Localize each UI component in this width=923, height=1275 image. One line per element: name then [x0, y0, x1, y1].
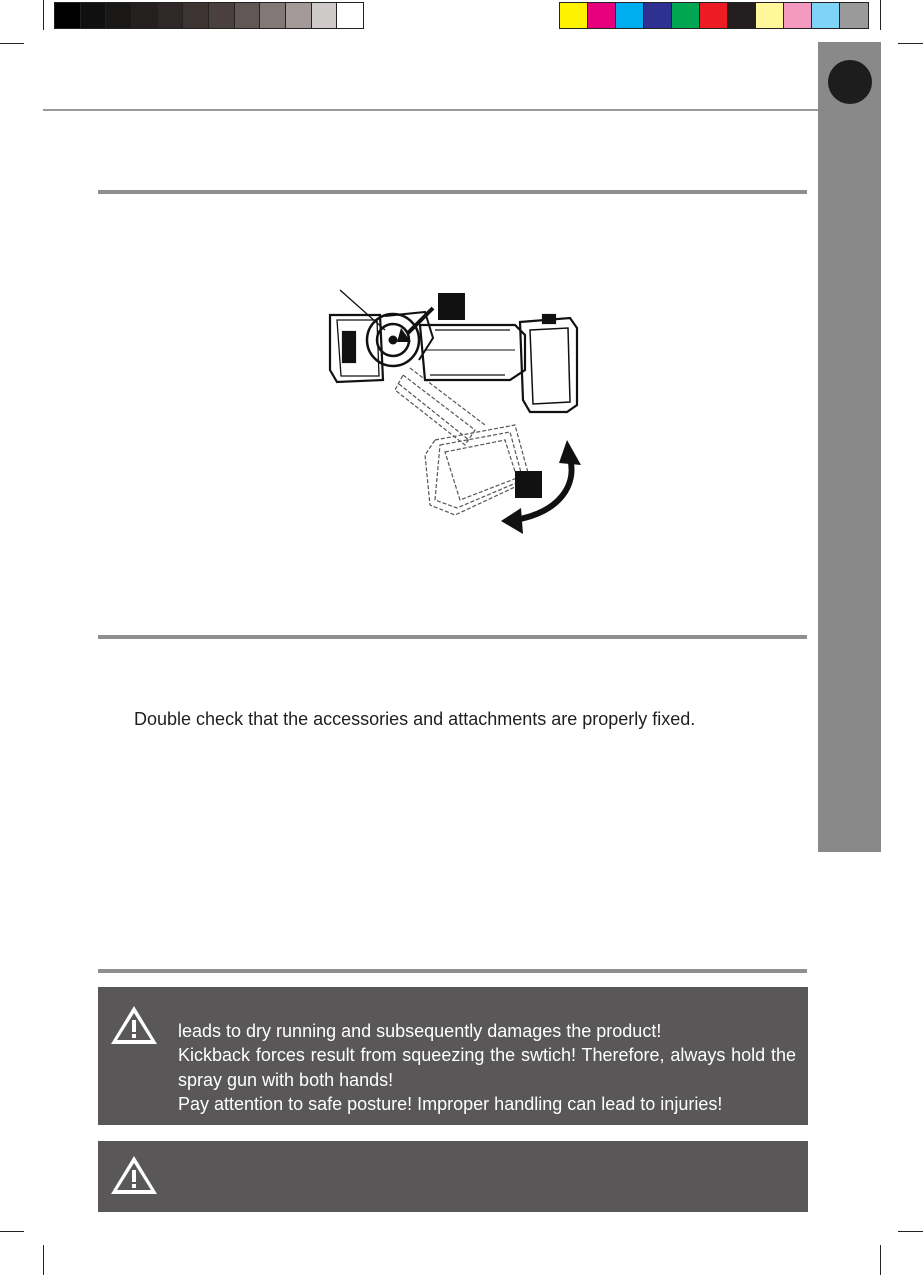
color-swatch: [209, 3, 235, 28]
color-swatch: [840, 3, 868, 28]
step-marker-2: [515, 471, 542, 498]
warning-line: Pay attention to safe posture! Improper handling can lead to injuries!: [178, 1093, 723, 1114]
crop-mark: [0, 43, 24, 44]
process-color-calibration-bar: [559, 2, 869, 29]
language-side-tab: [818, 42, 881, 852]
color-swatch: [560, 3, 588, 28]
color-swatch: [588, 3, 616, 28]
warning-triangle-icon: [108, 1003, 160, 1047]
color-swatch: [616, 3, 644, 28]
callout-line: [340, 290, 385, 330]
color-swatch: [132, 3, 158, 28]
color-swatch: [55, 3, 81, 28]
warning-line: leads to dry running and subsequently damages the product!: [178, 1021, 662, 1041]
color-swatch: [337, 3, 363, 28]
color-swatch: [672, 3, 700, 28]
color-swatch: [312, 3, 338, 28]
color-swatch: [183, 3, 209, 28]
instruction-text: Double check that the accessories and attachments are properly fixed.: [134, 709, 696, 729]
language-tab-dot: [828, 60, 872, 104]
grayscale-calibration-bar: [54, 2, 364, 29]
warning-line: Kickback forces result from squeezing the swtich! Therefore, always hold the spray gun with both hands!: [178, 1045, 796, 1090]
crop-mark: [880, 1245, 881, 1275]
color-swatch: [728, 3, 756, 28]
color-swatch: [812, 3, 840, 28]
color-swatch: [260, 3, 286, 28]
color-swatch: [81, 3, 107, 28]
warning-text: [178, 1019, 796, 1116]
crop-mark: [43, 1245, 44, 1275]
crop-mark: [898, 1231, 923, 1232]
tool-illustration: [325, 280, 595, 540]
warning-triangle-icon: [108, 1153, 160, 1197]
color-swatch: [286, 3, 312, 28]
section-rule-1: [98, 190, 807, 194]
color-swatch: [644, 3, 672, 28]
header-rule: [43, 109, 818, 111]
section-rule-3: [98, 969, 807, 973]
color-swatch: [756, 3, 784, 28]
warning-box-2: [98, 1141, 808, 1212]
tool-body: [330, 315, 577, 412]
crop-mark: [43, 0, 44, 30]
color-swatch: [235, 3, 261, 28]
color-swatch: [700, 3, 728, 28]
crop-mark: [898, 43, 923, 44]
warning-box: [98, 987, 808, 1125]
step-marker-1: [438, 293, 465, 320]
color-swatch: [158, 3, 184, 28]
crop-mark: [0, 1231, 24, 1232]
rotated-handle-outline: [395, 368, 530, 515]
color-swatch: [106, 3, 132, 28]
section-rule-2: [98, 635, 807, 639]
crop-mark: [880, 0, 881, 30]
color-swatch: [784, 3, 812, 28]
